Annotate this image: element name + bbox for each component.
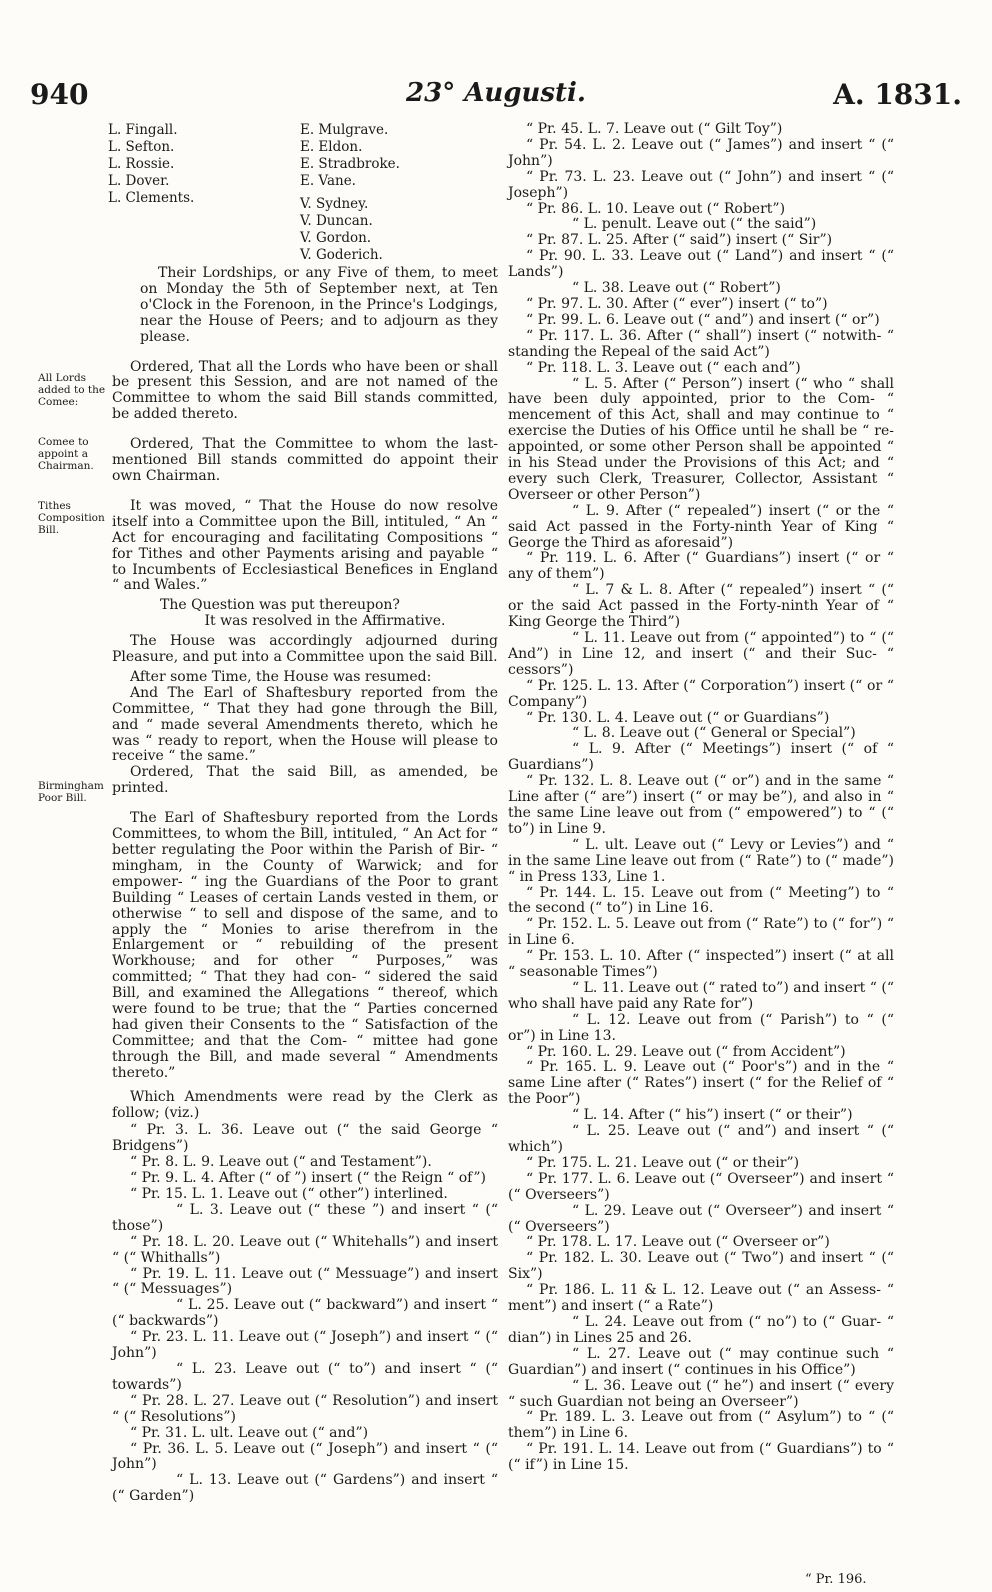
amendment: “ Pr. 36. L. 5. Leave out (“ Joseph”) and insert “ (“ John”) [112, 1440, 498, 1473]
amendment: “ L. 11. Leave out (“ rated to”) and insert “ (“ who shall have paid any Rate for”) [508, 979, 894, 1012]
amendment: “ Pr. 3. L. 36. Leave out (“ the said George “ Bridgens”) [112, 1122, 498, 1155]
amendment: “ L. 5. After (“ Person”) insert (“ who “ shall have been duly appointed, prior to the Com- “ mencement of this Act, shall and may continue to “ exercise the Duties of his Office until he shall be “ re-appointed, or some other Person shall be appointed “ in his Stead under the Provisions of this Act; and “ every such Clerk, Treasurer, Collector, Assistant “ Overseer or other Person”) [508, 375, 894, 503]
amendment: “ L. ult. Leave out (“ Levy or Levies”) and “ in the same Line leave out from (“ Rate”) to (“ made”) “ in Press 133, Line 1. [508, 836, 894, 885]
amendment: “ Pr. 178. L. 17. Leave out (“ Overseer or”) [526, 1234, 830, 1251]
amendment: “ Pr. 132. L. 8. Leave out (“ or”) and in the same “ Line after (“ are”) insert (“ or may be”), and also in “ the same Line leave out from (“ empowered”) to “ (“ to”) in Line 9. [508, 773, 894, 837]
lords-viscounts [300, 196, 383, 264]
amendment: “ Pr. 45. L. 7. Leave out (“ Gilt Toy”) [526, 121, 783, 137]
amendment: “ Pr. 191. L. 14. Leave out from (“ Guardians”) to “ (“ if”) in Line 15. [508, 1441, 894, 1474]
right-column [508, 122, 894, 1474]
lord-entry: V. Gordon. [300, 230, 372, 246]
amendment: “ Pr. 18. L. 20. Leave out (“ Whitehalls”) and insert “ (“ Whithalls”) [112, 1233, 498, 1266]
amendment: “ Pr. 90. L. 33. Leave out (“ Land”) and insert “ (“ Lands”) [508, 248, 894, 281]
left-column [112, 266, 498, 1505]
amendment: “ Pr. 165. L. 9. Leave out (“ Poor's”) and in the “ same Line after (“ Rates”) insert (“ for the Relief of “ the Poor”) [508, 1059, 894, 1108]
lord-entry: E. Vane. [300, 173, 356, 189]
amendment: “ L. 12. Leave out from (“ Parish”) to “ (“ or”) in Line 13. [508, 1011, 894, 1044]
page-year: A. 1831. [833, 78, 962, 111]
amendment: “ L. 7 & L. 8. After (“ repealed”) insert “ (“ or the said Act passed in the Forty-ninth Year of “ King George the Third”) [508, 582, 894, 631]
amendment: “ Pr. 99. L. 6. Leave out (“ and”) and insert (“ or”) [526, 311, 880, 328]
paragraph: The House was accordingly adjourned during Pleasure, and put into a Committee upon the said Bill. [112, 633, 498, 666]
amendment: “ Pr. 15. L. 1. Leave out (“ other”) interlined. [130, 1186, 448, 1203]
amendment: “ Pr. 97. L. 30. After (“ ever”) insert (“ to”) [526, 295, 828, 312]
amendment: “ Pr. 73. L. 23. Leave out (“ John”) and insert “ (“ Joseph”) [508, 168, 894, 201]
paragraph: Ordered, That the said Bill, as amended, be printed. [112, 764, 498, 797]
amendment: “ L. 25. Leave out (“ backward”) and insert “ (“ backwards”) [112, 1297, 498, 1330]
amendment: “ Pr. 177. L. 6. Leave out (“ Overseer”) and insert “ (“ Overseers”) [508, 1170, 894, 1203]
amendment: “ L. penult. Leave out (“ the said”) [572, 216, 817, 233]
amendment: “ Pr. 9. L. 4. After (“ of ”) insert (“ the Reign “ of”) [130, 1170, 486, 1187]
amendment: “ L. 9. After (“ repealed”) insert (“ or the “ said Act passed in the Forty-ninth Year of King “ George the Third as aforesaid”) [508, 502, 894, 551]
lord-entry: V. Goderich. [300, 247, 383, 263]
amendment: “ Pr. 8. L. 9. Leave out (“ and Testament”). [130, 1154, 432, 1171]
lord-entry: E. Stradbroke. [300, 156, 400, 172]
amendment: “ L. 14. After (“ his”) insert (“ or their”) [572, 1107, 853, 1124]
amendment: “ Pr. 19. L. 11. Leave out (“ Messuage”) and insert “ (“ Messuages”) [112, 1265, 498, 1298]
margin-note-tithes: Tithes Composition Bill. [38, 500, 105, 536]
lords-earls [300, 122, 400, 190]
amendment: “ L. 29. Leave out (“ Overseer”) and insert “ (“ Overseers”) [508, 1202, 894, 1235]
paragraph: Which Amendments were read by the Clerk as follow; (viz.) [112, 1088, 498, 1121]
amendment: “ L. 24. Leave out from (“ no”) to (“ Guar- “ dian”) in Lines 25 and 26. [508, 1313, 894, 1346]
amendment: “ Pr. 118. L. 3. Leave out (“ each and”) [526, 359, 801, 376]
amendment: “ Pr. 87. L. 25. After (“ said”) insert (“ Sir”) [526, 232, 833, 249]
amendment: “ L. 8. Leave out (“ General or Special”) [572, 725, 856, 742]
amendment: “ Pr. 28. L. 27. Leave out (“ Resolution”) and insert “ (“ Resolutions”) [112, 1392, 498, 1425]
paragraph: The Question was put thereupon? [160, 597, 400, 614]
lord-entry: L. Sefton. [108, 139, 175, 155]
amendment: “ L. 25. Leave out (“ and”) and insert “ (“ which”) [508, 1123, 894, 1155]
amendment: “ Pr. 125. L. 13. After (“ Corporation”) insert (“ or “ Company”) [508, 677, 894, 710]
amendment: “ Pr. 189. L. 3. Leave out from (“ Asylum”) to “ (“ them”) in Line 6. [508, 1409, 894, 1442]
lord-entry: L. Clements. [108, 190, 195, 206]
page-number: 940 [30, 78, 89, 111]
page-header [30, 78, 962, 118]
amendment: “ Pr. 153. L. 10. After (“ inspected”) insert (“ at all “ seasonable Times”) [508, 948, 894, 981]
amendment: “ L. 13. Leave out (“ Gardens”) and insert “ (“ Garden”) [112, 1472, 498, 1505]
page-date: 23° Augusti. [406, 78, 586, 108]
lord-entry: L. Fingall. [108, 122, 178, 138]
lord-entry: V. Duncan. [300, 213, 373, 229]
margin-note-all-lords: All Lords added to the Comee: [38, 372, 106, 408]
amendment: “ Pr. 182. L. 30. Leave out (“ Two”) and insert “ (“ Six”) [508, 1250, 894, 1283]
lord-entry: L. Dover. [108, 173, 170, 189]
paragraph: The Earl of Shaftesbury reported from the Lords Committees, to whom the Bill, intituled, “ An Act for “ better regulating the Poor within the Parish of Bir- “ mingham, in the County of Warwick; and for empower- “ ing the Guardians of the Poor to grant Building “ Leases of certain Lands vested in them, or otherwise “ to sell and dispose of the same, and to apply the “ Monies to arise therefrom in the Enlargement or “ rebuilding of the present Workhouse; and for other “ Purposes,” was committed; “ That they had con- “ sidered the said Bill, and examined the Allegations “ thereof, which were found to be true; that the “ Parties concerned had given their Consents to the “ Satisfaction of the Committee; and that the Com- “ mittee had gone through the Bill, and made several “ Amendments thereto.” [112, 810, 498, 1081]
amendment: “ Pr. 117. L. 36. After (“ shall”) insert (“ notwith- “ standing the Repeal of the said Act”) [508, 327, 894, 360]
amendment: “ Pr. 144. L. 15. Leave out from (“ Meeting”) to “ the second (“ to”) in Line 16. [508, 884, 894, 917]
lord-entry: V. Sydney. [300, 196, 369, 212]
amendment: “ L. 27. Leave out (“ may continue such “ Guardian”) and insert (“ continues in his Office”) [508, 1345, 894, 1378]
amendment: “ Pr. 152. L. 5. Leave out from (“ Rate”) to (“ for”) “ in Line 6. [508, 916, 894, 949]
amendment: “ Pr. 54. L. 2. Leave out (“ James”) and insert “ (“ John”) [508, 136, 894, 169]
paragraph: Their Lordships, or any Five of them, to meet on Monday the 5th of September next, at Ten o'Clock in the Forenoon, in the Prince's Lodgings, near the House of Peers; and to adjourn as they please. [140, 265, 498, 345]
amendment: “ Pr. 186. L. 11 & L. 12. Leave out (“ an Assess- “ ment”) and insert (“ a Rate”) [508, 1282, 894, 1315]
paragraph: Ordered, That all the Lords who have been or shall be present this Session, and are not named of the Committee to whom the said Bill stands committed, be added thereto. [112, 358, 498, 423]
lords-barons [108, 122, 194, 207]
amendment: “ Pr. 23. L. 11. Leave out (“ Joseph”) and insert “ (“ John”) [112, 1329, 498, 1362]
margin-note-birmingham: Birmingham Poor Bill. [38, 780, 104, 804]
catchword: “ Pr. 196. [805, 1572, 867, 1587]
amendment: “ Pr. 119. L. 6. After (“ Guardians”) insert (“ or “ any of them”) [508, 550, 894, 583]
lord-entry: E. Mulgrave. [300, 122, 389, 138]
amendment: “ Pr. 31. L. ult. Leave out (“ and”) [130, 1424, 369, 1441]
amendment: “ L. 11. Leave out from (“ appointed”) to “ (“ And”) in Line 12, and insert (“ and their Suc- “ cessors”) [508, 630, 894, 678]
paragraph: It was moved, “ That the House do now resolve itself into a Committee upon the Bill, intituled, “ An “ Act for encouraging and facilitating Compositions “ for Tithes and other Payments arising and payable “ to Incumbents of Ecclesiastical Benefices in England “ and Wales.” [112, 497, 498, 594]
paragraph: And The Earl of Shaftesbury reported from the Committee, “ That they had gone through the Bill, and “ made several Amendments thereto, which he was “ ready to report, when the House will please to receive “ the same.” [112, 684, 498, 765]
amendment: “ Pr. 130. L. 4. Leave out (“ or Guardians”) [526, 709, 830, 726]
lord-entry: L. Rossie. [108, 156, 175, 172]
lord-entry: E. Eldon. [300, 139, 363, 155]
amendment: “ L. 9. After (“ Meetings”) insert (“ of “ Guardians”) [508, 741, 894, 774]
amendment: “ Pr. 175. L. 21. Leave out (“ or their”) [526, 1154, 800, 1171]
amendment: “ Pr. 86. L. 10. Leave out (“ Robert”) [526, 200, 786, 217]
margin-note-chairman: Comee to appoint a Chairman. [38, 436, 94, 472]
amendment: “ L. 36. Leave out (“ he”) and insert (“ every “ such Guardian not being an Overseer”) [508, 1377, 894, 1410]
amendment: “ Pr. 160. L. 29. Leave out (“ from Accident”) [526, 1043, 846, 1060]
amendment: “ L. 3. Leave out (“ these ”) and insert “ (“ those”) [112, 1201, 498, 1234]
paragraph: Ordered, That the Committee to whom the last-mentioned Bill stands committed do appoint their own Chairman. [112, 436, 498, 484]
paragraph: After some Time, the House was resumed: [130, 668, 432, 685]
paragraph: It was resolved in the Affirmative. [204, 613, 446, 630]
amendment: “ L. 23. Leave out (“ to”) and insert “ (“ towards”) [112, 1361, 498, 1393]
amendment: “ L. 38. Leave out (“ Robert”) [572, 280, 781, 297]
